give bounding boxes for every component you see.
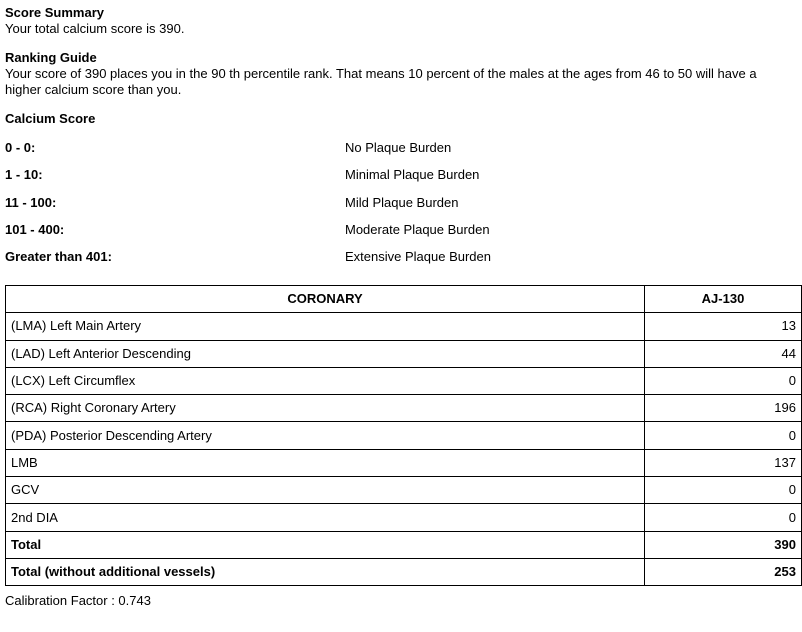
range-description: Minimal Plaque Burden (345, 167, 480, 183)
range-label: 101 - 400: (5, 221, 65, 237)
range-label: 11 - 100: (5, 194, 57, 210)
calcium-score-section (5, 111, 792, 127)
table-row (6, 477, 802, 504)
range-description: No Plaque Burden (345, 140, 452, 155)
calcium-score-ranges (5, 138, 785, 274)
table-row (6, 367, 802, 394)
vessel-score: 0 (645, 422, 802, 449)
total-label: Total (6, 531, 645, 558)
vessel-score: 0 (645, 477, 802, 504)
vessel-name: (PDA) Posterior Descending Artery (6, 422, 645, 449)
total-without-additional-score: 253 (645, 558, 802, 585)
table-header-row (6, 286, 802, 313)
coronary-column-header: CORONARY (6, 286, 645, 313)
range-row (5, 165, 785, 192)
vessel-name: (LAD) Left Anterior Descending (6, 340, 645, 367)
score-summary-section (5, 5, 792, 37)
ranking-guide-text: Your score of 390 places you in the 90 th percentile rank. That means 10 percent of the males at the ages from 46 to 50 will have a higher calcium score than you. (5, 66, 757, 97)
range-row (5, 193, 785, 220)
total-row (6, 531, 802, 558)
vessel-name: (LCX) Left Circumflex (6, 367, 645, 394)
total-score: 390 (645, 531, 802, 558)
score-summary-text: Your total calcium score is 390. (5, 21, 185, 36)
range-label: 1 - 10: (5, 167, 43, 183)
vessel-score: 137 (645, 449, 802, 476)
range-label: 0 - 0: (5, 140, 36, 155)
vessel-name: (RCA) Right Coronary Artery (6, 395, 645, 422)
vessel-name: (LMA) Left Main Artery (6, 313, 645, 340)
vessel-score: 196 (645, 395, 802, 422)
range-description: Extensive Plaque Burden (345, 249, 491, 265)
vessel-name: 2nd DIA (6, 504, 645, 531)
vessel-name: LMB (6, 449, 645, 476)
range-description: Moderate Plaque Burden (345, 221, 490, 237)
vessel-score: 44 (645, 340, 802, 367)
total-without-additional-label: Total (without additional vessels) (6, 558, 645, 585)
table-row (6, 395, 802, 422)
vessel-score: 0 (645, 367, 802, 394)
calcium-score-heading: Calcium Score (5, 111, 96, 126)
coronary-table (5, 285, 802, 586)
score-summary-heading: Score Summary (5, 5, 104, 20)
table-row (6, 504, 802, 531)
vessel-score: 13 (645, 313, 802, 340)
total-without-additional-row (6, 558, 802, 585)
range-label: Greater than 401: (5, 249, 112, 265)
ranking-guide-section (5, 50, 792, 98)
ranking-guide-heading: Ranking Guide (5, 50, 97, 65)
vessel-name: GCV (6, 477, 645, 504)
range-row (5, 220, 785, 247)
calibration-factor: Calibration Factor : 0.743 (5, 593, 151, 608)
table-row (6, 340, 802, 367)
table-row (6, 313, 802, 340)
vessel-score: 0 (645, 504, 802, 531)
table-row (6, 449, 802, 476)
range-description: Mild Plaque Burden (345, 194, 459, 210)
study-column-header: AJ-130 (645, 286, 802, 313)
range-row (5, 138, 785, 165)
table-row (6, 422, 802, 449)
range-row (5, 247, 785, 274)
